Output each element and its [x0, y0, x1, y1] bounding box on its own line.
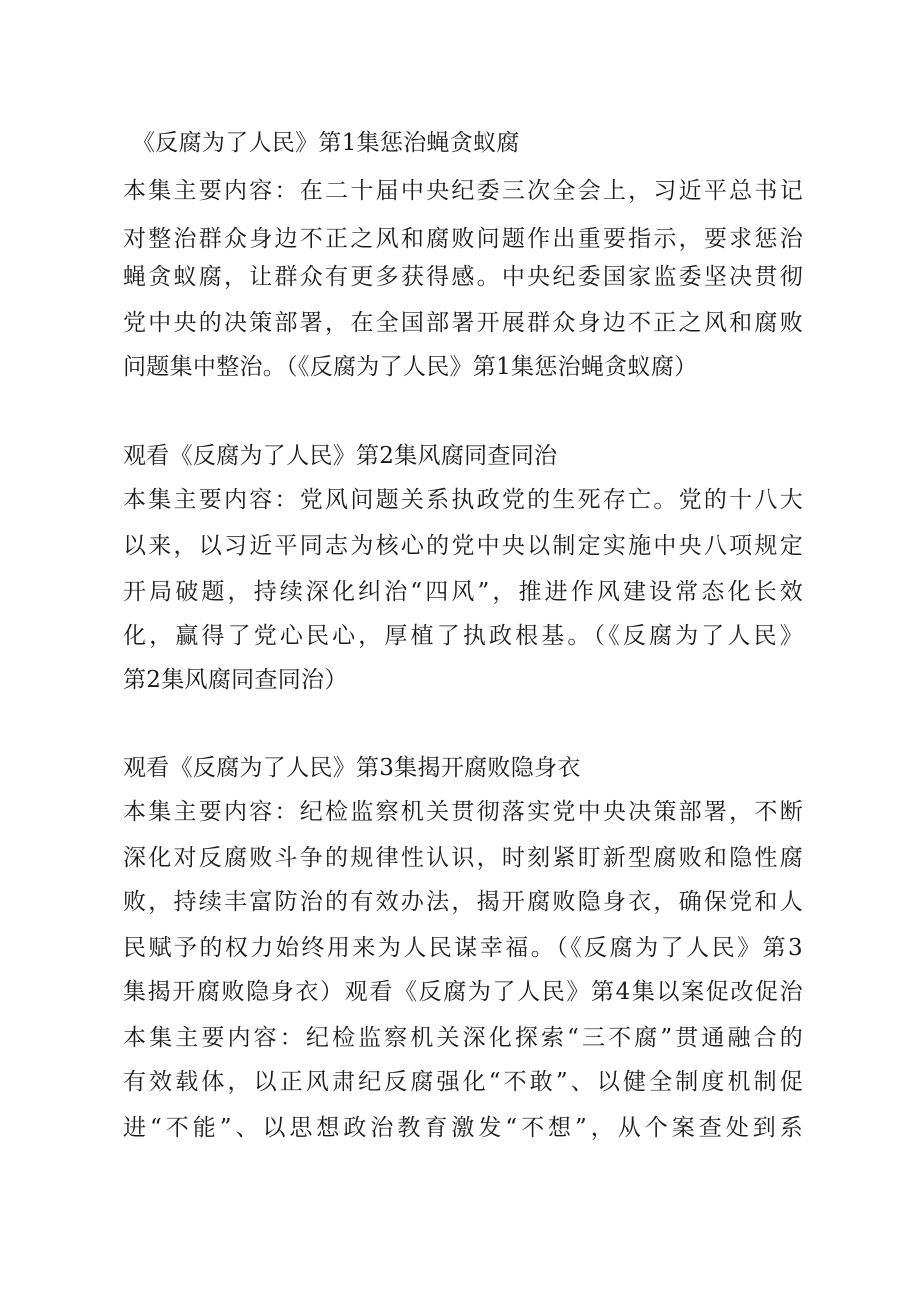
- episode-3-title: 观看《反腐为了人民》第3集揭开腐败隐身衣: [123, 755, 581, 781]
- episode-1-summary-line-2: 对整治群众身边不正之风和腐败问题作出重要指示，要求惩治: [123, 226, 803, 252]
- episode-1-title: 《反腐为了人民》第1集惩治蝇贪蚁腐: [132, 130, 520, 156]
- episode-2-summary-line-1: 本集主要内容：党风问题关系执政党的生死存亡。党的十八大: [123, 487, 803, 513]
- episode-3-summary-line-4: 民赋予的权力始终用来为人民谋幸福。（《反腐为了人民》第3: [123, 935, 803, 961]
- episode-2-summary-line-3: 开局破题，持续深化纠治“四风”，推进作风建设常态化长效: [123, 579, 803, 605]
- episode-2-title: 观看《反腐为了人民》第2集风腐同查同治: [123, 443, 558, 469]
- episode-1-summary-line-3: 蝇贪蚁腐，让群众有更多获得感。中央纪委国家监委坚决贯彻: [123, 264, 803, 290]
- episode-1-summary-line-5: 问题集中整治。（《反腐为了人民》第1集惩治蝇贪蚁腐）: [123, 354, 698, 380]
- episode-4-summary-line-1: 本集主要内容：纪检监察机关深化探索“三不腐”贯通融合的: [123, 1025, 803, 1051]
- episode-1-summary-line-4: 党中央的决策部署，在全国部署开展群众身边不正之风和腐败: [123, 310, 803, 336]
- episode-3-summary-line-2: 深化对反腐败斗争的规律性认识，时刻紧盯新型腐败和隐性腐: [123, 845, 803, 871]
- episode-2-summary-line-5: 第2集风腐同查同治）: [123, 667, 348, 693]
- episode-4-summary-line-2: 有效载体，以正风肃纪反腐强化“不敢”、以健全制度机制促: [123, 1069, 803, 1095]
- episode-3-summary-line-5: 集揭开腐败隐身衣）观看《反腐为了人民》第4集以案促改促治: [123, 979, 803, 1005]
- episode-3-summary-line-1: 本集主要内容：纪检监察机关贯彻落实党中央决策部署，不断: [123, 799, 803, 825]
- episode-4-summary-line-3: 进“不能”、以思想政治教育激发“不想”，从个案查处到系: [123, 1115, 803, 1141]
- episode-2-summary-line-4: 化，赢得了党心民心，厚植了执政根基。（《反腐为了人民》: [123, 623, 803, 649]
- episode-1-summary-line-1: 本集主要内容：在二十届中央纪委三次全会上，习近平总书记: [123, 178, 803, 204]
- episode-2-summary-line-2: 以来，以习近平同志为核心的党中央以制定实施中央八项规定: [123, 533, 803, 559]
- episode-3-summary-line-3: 败，持续丰富防治的有效办法，揭开腐败隐身衣，确保党和人: [123, 889, 803, 915]
